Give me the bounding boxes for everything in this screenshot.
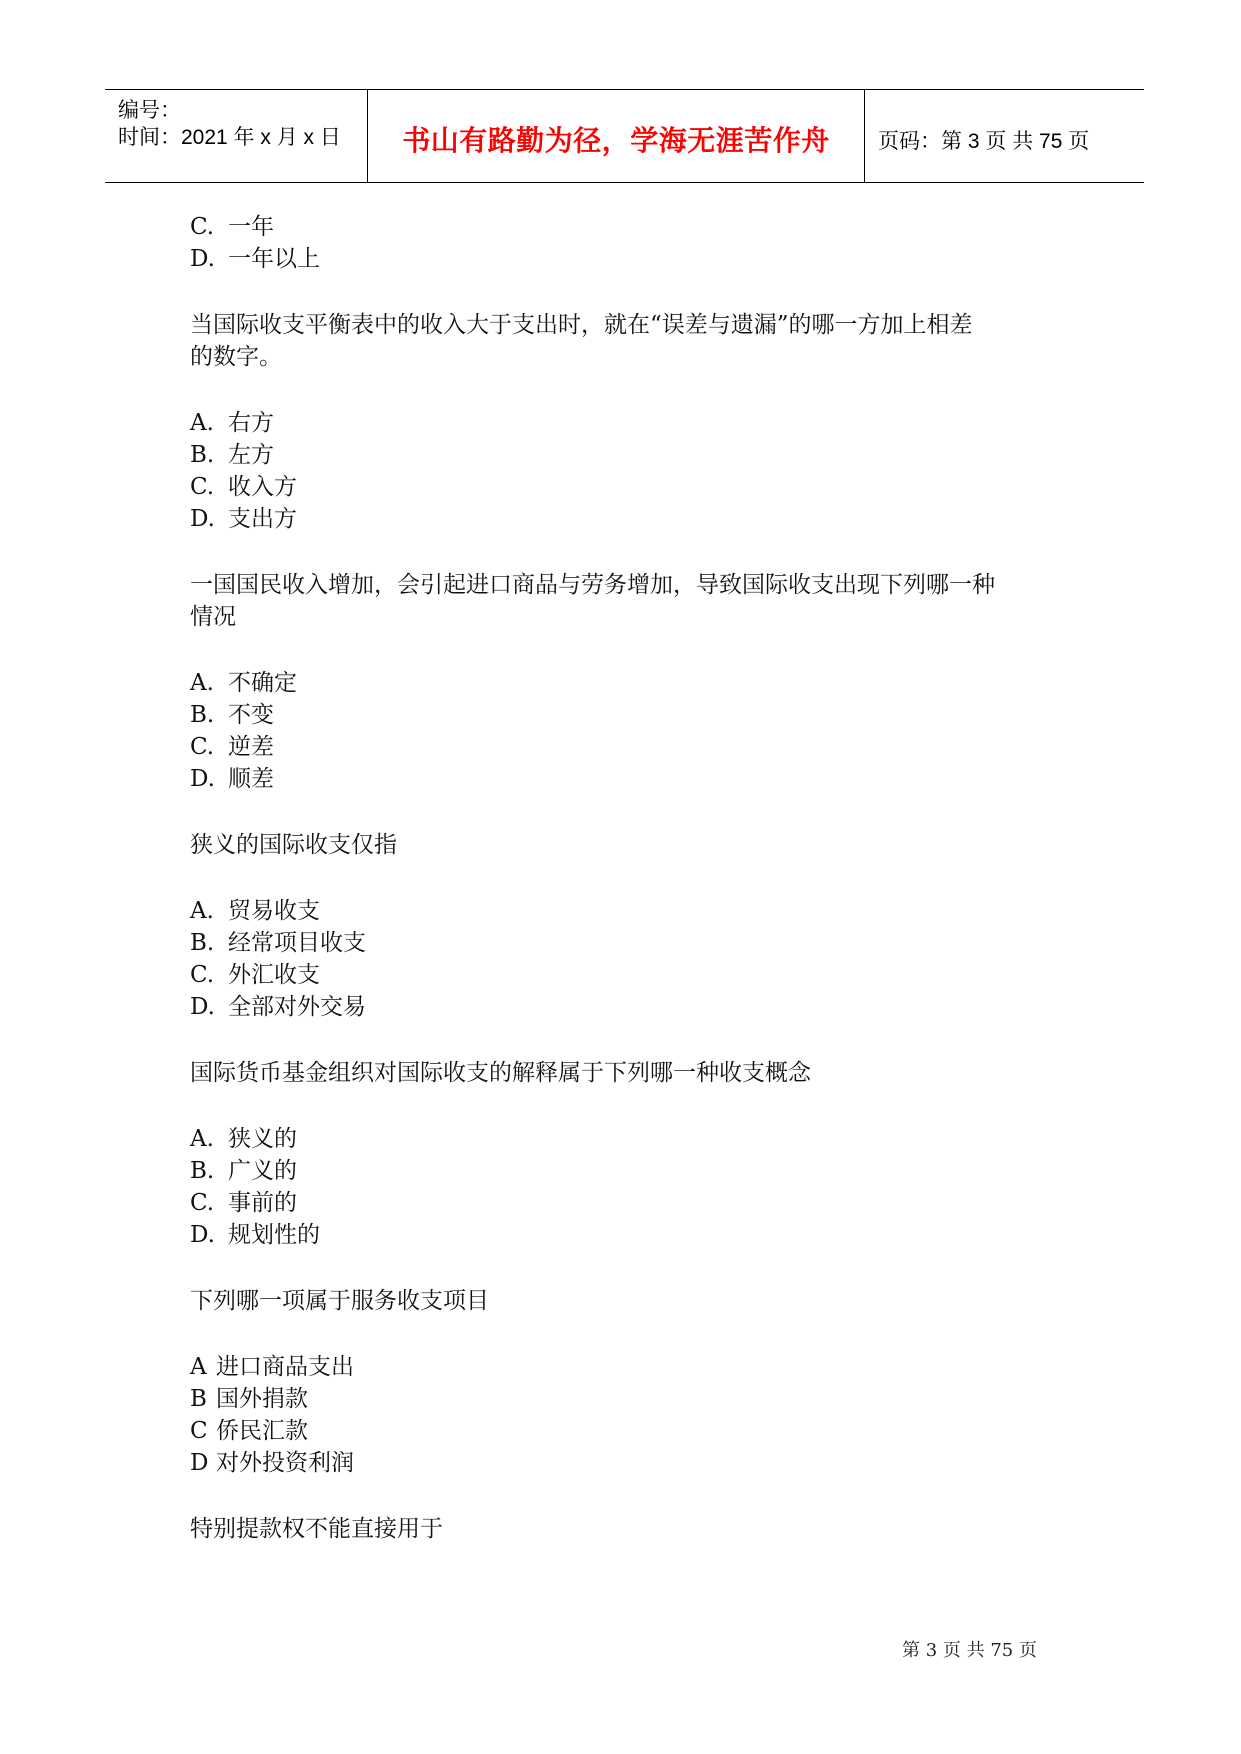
option-line xyxy=(190,927,366,959)
option-letter: B. xyxy=(190,702,215,728)
option-letter: B. xyxy=(190,442,215,468)
question-text: 特别提款权不能直接用于 xyxy=(190,1516,443,1542)
option-letter: A. xyxy=(190,898,214,924)
option-line xyxy=(190,243,320,275)
header-motto: 书山有路勤为径，学海无涯苦作舟 xyxy=(402,125,830,156)
option-text: 全部对外交易 xyxy=(228,994,366,1020)
option-line xyxy=(190,667,297,699)
option-line xyxy=(190,1383,308,1415)
option-letter: C. xyxy=(190,474,215,500)
option-text: 顺差 xyxy=(228,766,274,792)
option-text: 贸易收支 xyxy=(228,898,320,924)
option-line xyxy=(190,1447,354,1479)
option-letter: D. xyxy=(190,246,215,272)
header-page-code: 页码：第 3 页 共 75 页 xyxy=(878,130,1090,153)
option-line xyxy=(190,471,297,503)
question-text: 当国际收支平衡表中的收入大于支出时，就在“误差与遗漏”的哪一方加上相差 xyxy=(190,312,973,338)
option-line xyxy=(190,731,274,763)
option-text: 国外捐款 xyxy=(216,1386,308,1412)
option-letter: B. xyxy=(190,930,215,956)
option-line xyxy=(190,503,297,535)
option-line xyxy=(190,407,274,439)
option-letter: B. xyxy=(190,1158,215,1184)
option-text: 逆差 xyxy=(228,734,274,760)
option-line xyxy=(190,1187,297,1219)
option-letter: D. xyxy=(190,766,215,792)
option-text: 左方 xyxy=(228,442,274,468)
option-letter: D xyxy=(190,1450,209,1476)
header-left-cell xyxy=(105,90,368,182)
option-line xyxy=(190,439,274,471)
question-text: 下列哪一项属于服务收支项目 xyxy=(190,1288,489,1314)
option-letter: C. xyxy=(190,1190,215,1216)
option-letter: C. xyxy=(190,962,215,988)
option-text: 外汇收支 xyxy=(228,962,320,988)
option-text: 事前的 xyxy=(228,1190,297,1216)
time-label: 时间：2021 年 x 月 x 日 xyxy=(118,126,341,149)
option-text: 不变 xyxy=(228,702,274,728)
option-text: 一年 xyxy=(228,214,274,240)
option-letter: A. xyxy=(190,410,214,436)
header-middle-cell xyxy=(368,90,865,182)
question-text: 狭义的国际收支仅指 xyxy=(190,832,397,858)
header-right-cell xyxy=(865,90,1144,182)
option-text: 侨民汇款 xyxy=(216,1418,308,1444)
option-text: 狭义的 xyxy=(228,1126,297,1152)
option-line xyxy=(190,1415,308,1447)
option-text: 对外投资利润 xyxy=(216,1450,354,1476)
option-line xyxy=(190,959,320,991)
question-text: 一国国民收入增加，会引起进口商品与劳务增加，导致国际收支出现下列哪一种 xyxy=(190,572,995,598)
question-text: 情况 xyxy=(190,604,236,630)
option-letter: D. xyxy=(190,1222,215,1248)
number-label: 编号： xyxy=(118,99,181,122)
option-letter: D. xyxy=(190,506,215,532)
page-header xyxy=(105,89,1144,183)
page-footer: 第 3 页 共 75 页 xyxy=(902,1640,1037,1661)
option-text: 广义的 xyxy=(228,1158,297,1184)
option-line xyxy=(190,1155,297,1187)
option-text: 收入方 xyxy=(228,474,297,500)
option-letter: D. xyxy=(190,994,215,1020)
option-line xyxy=(190,699,274,731)
option-letter: A. xyxy=(190,1126,214,1152)
option-letter: C xyxy=(190,1418,208,1444)
option-line xyxy=(190,1219,320,1251)
option-line xyxy=(190,1351,354,1383)
question-text: 的数字。 xyxy=(190,344,282,370)
question-text: 国际货币基金组织对国际收支的解释属于下列哪一种收支概念 xyxy=(190,1060,811,1086)
option-line xyxy=(190,1123,297,1155)
option-letter: A xyxy=(190,1354,207,1380)
option-letter: B xyxy=(190,1386,207,1412)
option-text: 经常项目收支 xyxy=(228,930,366,956)
option-text: 规划性的 xyxy=(228,1222,320,1248)
option-letter: A. xyxy=(190,670,214,696)
option-text: 一年以上 xyxy=(228,246,320,272)
option-text: 不确定 xyxy=(228,670,297,696)
option-text: 支出方 xyxy=(228,506,297,532)
option-letter: C. xyxy=(190,734,215,760)
option-text: 右方 xyxy=(228,410,274,436)
option-text: 进口商品支出 xyxy=(216,1354,354,1380)
option-line xyxy=(190,991,366,1023)
option-line xyxy=(190,211,274,243)
option-line xyxy=(190,895,320,927)
option-line xyxy=(190,763,274,795)
option-letter: C. xyxy=(190,214,215,240)
